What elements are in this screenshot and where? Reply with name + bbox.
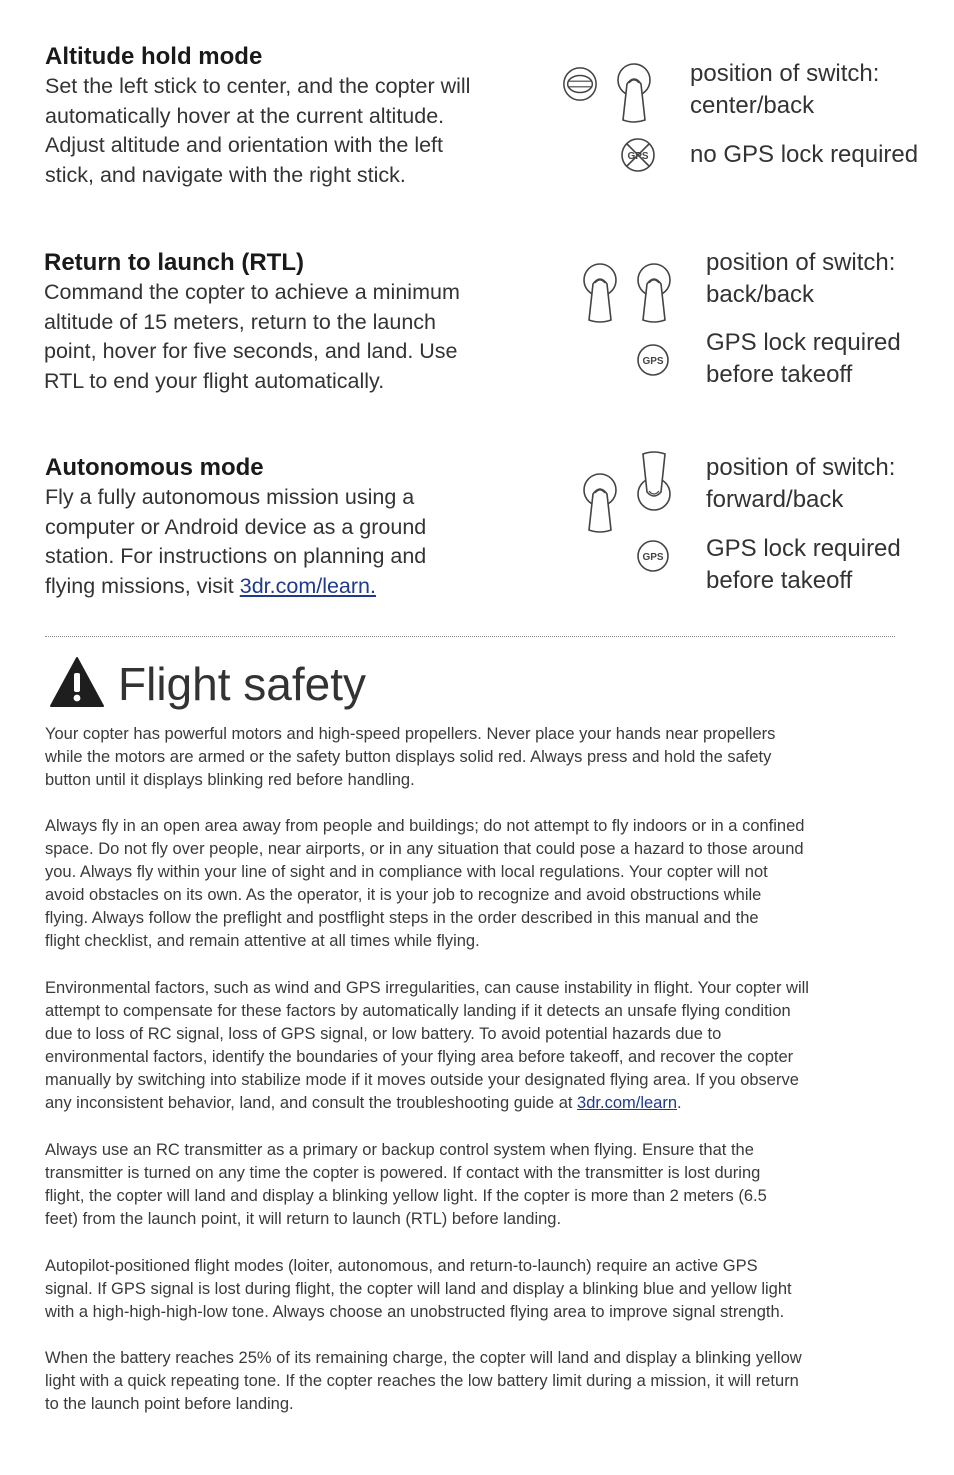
mode-rtl: [44, 248, 514, 396]
switch-back-icon: [634, 262, 674, 326]
page-title: Flight safety: [118, 658, 366, 710]
switch-back-icon: [580, 472, 620, 536]
switch-position-text: position of switch: forward/back: [706, 454, 896, 513]
desc-line: Command the copter to achieve a minimum: [44, 280, 460, 304]
mode-description: [45, 72, 515, 190]
safety-paragraph: Your copter has powerful motors and high-speed propellers. Never place your hands near propellers while the motors are armed or the safety button displays solid red. Always press and hold the safety button until it displays blinking red before handling.: [45, 725, 776, 789]
desc-line: flying missions, visit 3dr.com/learn.: [45, 573, 376, 598]
mode-altitude-hold: [45, 42, 515, 190]
safety-paragraph: Environmental factors, such as wind and GPS irregularities, can cause instability in flight. Your copter will attempt to compensate for these factors by automatically landing if it detects an unsafe flying condition due to loss of RC signal, loss of GPS signal, or low battery. To avoid potential hazards due to environmental factors, identify the boundaries of your flying area before takeoff, and recover the copter manually by switching into stabilize mode if it moves outside your designated flying area. If you observe any inconsistent behavior, land, and consult the troubleshooting guide at 3dr.com/learn.: [45, 979, 809, 1112]
switch-position-text: position of switch: back/back: [706, 249, 896, 308]
switch-back-icon: [580, 262, 620, 326]
desc-line: altitude of 15 meters, return to the launch: [44, 309, 437, 334]
desc-line: stick, and navigate with the right stick.: [45, 162, 406, 187]
desc-line: RTL to end your flight automatically.: [44, 368, 385, 393]
switch-center-icon: [561, 65, 599, 103]
mode-autonomous: [45, 453, 515, 601]
mode-title: Altitude hold mode: [45, 43, 263, 70]
no-gps-icon: [620, 137, 656, 173]
mode-title: Autonomous mode: [45, 454, 264, 481]
safety-paragraph: When the battery reaches 25% of its remaining charge, the copter will land and display a blinking yellow light with a quick repeating tone. If the copter reaches the low battery limit during a mission, it will return to the launch point before landing.: [45, 1349, 802, 1413]
desc-line: station. For instructions on planning and: [45, 544, 427, 568]
gps-icon: [636, 539, 670, 573]
safety-paragraph: Autopilot-positioned flight modes (loiter, autonomous, and return-to-launch) require an active GPS signal. If GPS signal is lost during flight, the copter will land and display a blinking blue and yellow light with a high-high-high-low tone. Always choose an unobstructed flying area to improve signal strength.: [45, 1257, 792, 1321]
section-divider: [45, 636, 895, 637]
desc-line: Fly a fully autonomous mission using a: [45, 485, 415, 509]
desc-line: automatically hover at the current altitude.: [45, 103, 445, 128]
troubleshooting-link[interactable]: 3dr.com/learn: [577, 1094, 678, 1112]
mode-description: [45, 483, 515, 601]
desc-line: Set the left stick to center, and the copter will: [45, 74, 471, 98]
desc-line: computer or Android device as a ground: [45, 514, 427, 539]
safety-paragraph: Always fly in an open area away from people and buildings; do not attempt to fly indoors or in a confined space. Do not fly over people, near airports, or in any situation that could pose a hazard to those around you. Always fly within your line of sight and in compliance with local regulations. Your copter will not avoid obstacles on its own. As the operator, it is your job to recognize and avoid obstructions while flying. Always follow the preflight and postflight steps in the order described in this manual and the flight checklist, and remain attentive at all times while flying.: [45, 817, 805, 950]
gps-requirement-text: no GPS lock required: [690, 141, 919, 168]
svg-text:GPS: GPS: [642, 356, 664, 367]
mode-description: [44, 278, 514, 396]
switch-back-icon: [614, 62, 654, 126]
desc-line: Adjust altitude and orientation with the left: [45, 133, 444, 157]
learn-link[interactable]: 3dr.com/learn: [239, 573, 371, 598]
warning-triangle-icon: [49, 656, 105, 708]
gps-requirement-text: GPS lock required before takeoff: [706, 535, 901, 594]
switch-position-text: position of switch: center/back: [690, 60, 880, 119]
gps-icon: [636, 343, 670, 377]
gps-requirement-text: GPS lock required before takeoff: [706, 329, 901, 388]
switch-forward-icon: [634, 450, 674, 514]
mode-title: Return to launch (RTL): [44, 249, 304, 276]
svg-text:GPS: GPS: [627, 151, 649, 162]
safety-paragraph: Always use an RC transmitter as a primary or backup control system when flying. Ensure that the transmitter is turned on any time the copter is powered. If contact with the transmitter is lost during flight, the copter will land and display a blinking yellow light. If the copter is more than 2 meters (6.5 feet) from the launch point, it will return to launch (RTL) before landing.: [45, 1141, 767, 1228]
svg-text:GPS: GPS: [642, 552, 664, 563]
desc-line: point, hover for five seconds, and land. Use: [44, 339, 458, 363]
